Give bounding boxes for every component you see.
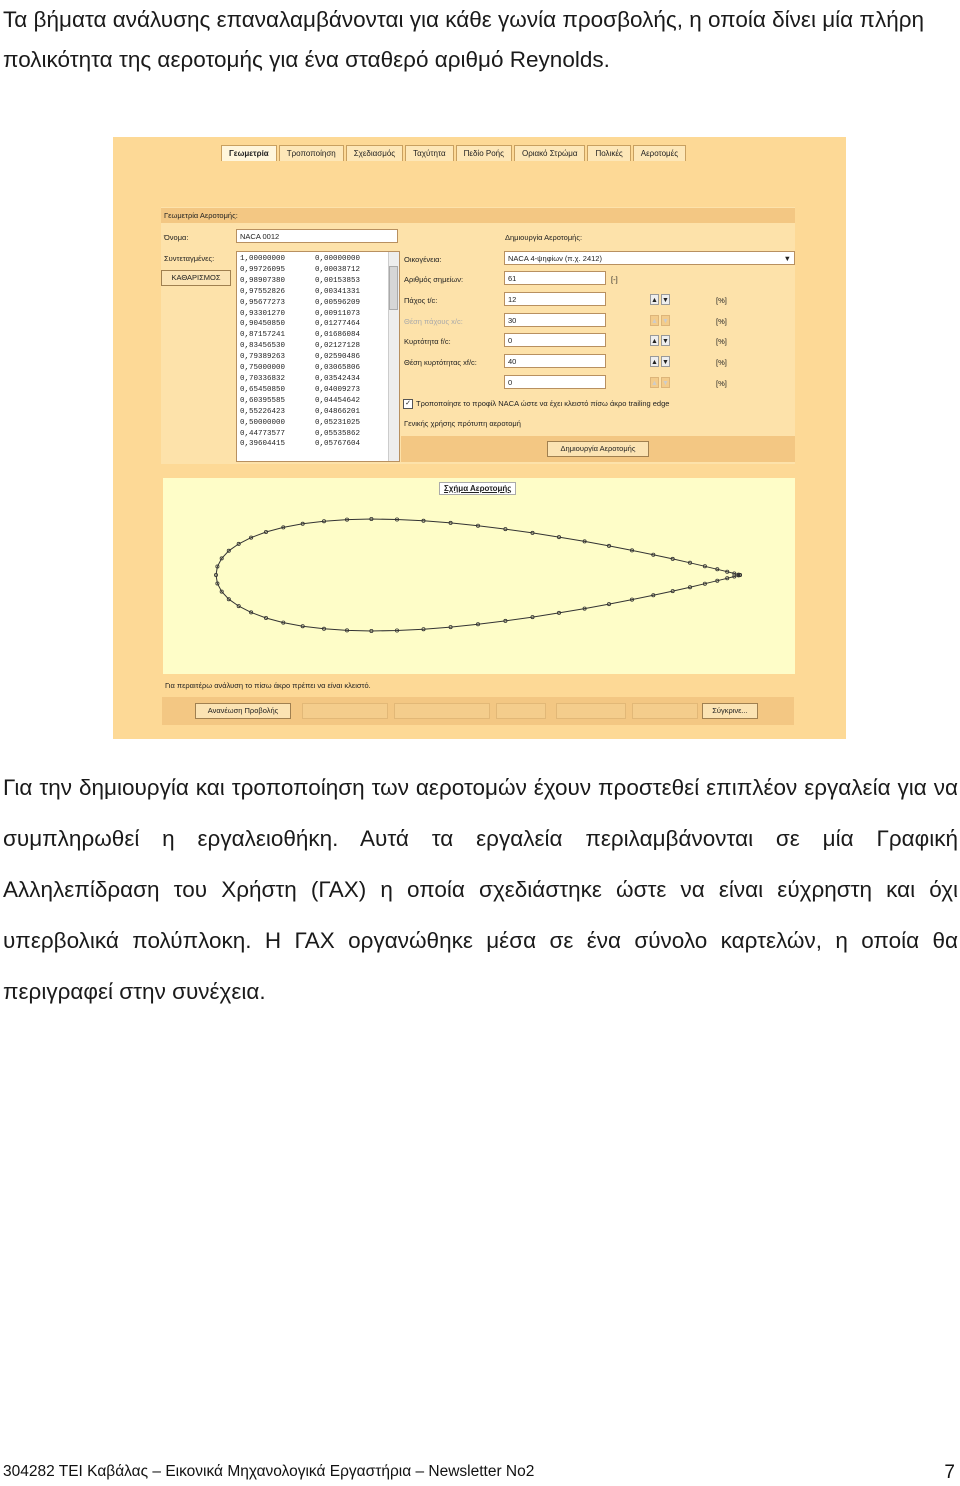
page-number: 7 bbox=[944, 1462, 955, 1483]
coordinate-row bbox=[240, 363, 399, 374]
coordinate-row bbox=[240, 429, 399, 440]
coordinate-row bbox=[240, 287, 399, 298]
family-label: Οικογένεια: bbox=[404, 255, 442, 264]
airfoil-outline bbox=[216, 519, 740, 631]
tab-3[interactable]: Σχεδιασμός bbox=[346, 145, 403, 161]
tab-bar bbox=[221, 145, 686, 161]
coordinate-y: 0,05535862 bbox=[315, 429, 361, 438]
coordinate-y: 0,04866201 bbox=[315, 407, 361, 416]
coordinate-x: 0,55226423 bbox=[240, 407, 286, 416]
footer-text: 304282 ΤΕΙ Καβάλας – Εικονικά Μηχανολογικά Εργαστήρια – Newsletter No2 bbox=[3, 1463, 535, 1480]
thickness-unit: [%] bbox=[716, 296, 727, 305]
coordinate-x: 0,93301270 bbox=[240, 309, 286, 318]
coordinate-x: 0,50000000 bbox=[240, 418, 286, 427]
coordinate-y: 0,00596209 bbox=[315, 298, 361, 307]
create-airfoil-button[interactable]: Δημιουργία Αεροτομής bbox=[547, 441, 649, 457]
extra-up-icon[interactable]: ▲ bbox=[650, 377, 659, 388]
coordinate-x: 0,83456530 bbox=[240, 342, 286, 351]
thickness-label: Πάχος t/c: bbox=[404, 296, 438, 305]
closed-te-label: Τροποποίησε το προφίλ NACA ώστε να έχει κλειστό πίσω άκρο trailing edge bbox=[416, 399, 670, 408]
coordinate-y: 0,02127128 bbox=[315, 342, 361, 351]
thickness-down-icon[interactable]: ▼ bbox=[661, 294, 670, 305]
coordinate-row bbox=[240, 407, 399, 418]
extra-field[interactable]: 0 bbox=[504, 375, 606, 389]
coordinate-row bbox=[240, 254, 399, 265]
tab-5[interactable]: Πεδίο Ροής bbox=[456, 145, 512, 161]
bottom-button-2[interactable] bbox=[302, 703, 388, 719]
name-field[interactable]: NACA 0012 bbox=[236, 229, 398, 243]
coordinate-x: 0,97552826 bbox=[240, 287, 286, 296]
clear-button[interactable]: ΚΑΘΑΡΙΣΜΟΣ bbox=[161, 270, 231, 286]
extra-down-icon[interactable]: ▼ bbox=[661, 377, 670, 388]
coordinate-y: 0,04454642 bbox=[315, 396, 361, 405]
coordinate-x: 0,70336832 bbox=[240, 374, 286, 383]
coordinate-x: 0,39604415 bbox=[240, 440, 286, 449]
family-value: NACA 4-ψηφίων (π.χ. 2412) bbox=[508, 254, 602, 263]
coordinate-y: 0,01686084 bbox=[315, 331, 361, 340]
coordinate-y: 0,05767604 bbox=[315, 440, 361, 449]
coordinate-x: 0,90450850 bbox=[240, 320, 286, 329]
coordinate-y: 0,00153853 bbox=[315, 276, 361, 285]
camber-position-down-icon[interactable]: ▼ bbox=[661, 356, 670, 367]
points-label: Αριθμός σημείων: bbox=[404, 275, 464, 284]
tab-1[interactable]: Γεωμετρία bbox=[221, 145, 277, 161]
tab-8[interactable]: Αεροτομές bbox=[633, 145, 686, 161]
app-screenshot bbox=[113, 137, 846, 739]
coordinate-y: 0,04009273 bbox=[315, 385, 361, 394]
airfoil-shape-panel bbox=[163, 478, 795, 674]
points-field[interactable]: 61 bbox=[504, 271, 606, 285]
coordinate-row bbox=[240, 276, 399, 287]
coordinate-row bbox=[240, 298, 399, 309]
thickness-up-icon[interactable]: ▲ bbox=[650, 294, 659, 305]
shape-title: Σχήμα Αεροτομής bbox=[439, 482, 516, 495]
intro-paragraph: Τα βήματα ανάλυσης επαναλαμβάνονται για κάθε γωνία προσβολής, η οποία δίνει μία πλήρη πολικότητα της αεροτομής για ένα σταθερό αριθμό Reynolds. bbox=[3, 7, 925, 72]
bottom-button-1[interactable]: Ανανέωση Προβολής bbox=[195, 703, 291, 719]
airfoil-points bbox=[214, 517, 741, 632]
coordinate-y: 0,00038712 bbox=[315, 265, 361, 274]
camber-position-up-icon[interactable]: ▲ bbox=[650, 356, 659, 367]
thickness-field[interactable]: 12 bbox=[504, 292, 606, 306]
coordinate-x: 0,65450850 bbox=[240, 385, 286, 394]
geometry-header-bar bbox=[161, 208, 795, 223]
bottom-button-3[interactable] bbox=[394, 703, 490, 719]
name-label: Όνομα: bbox=[164, 233, 189, 242]
thickness-position-label: Θέση πάχους x/c: bbox=[404, 317, 463, 326]
coordinate-row bbox=[240, 352, 399, 363]
thickness-position-unit: [%] bbox=[716, 317, 727, 326]
coordinate-row bbox=[240, 385, 399, 396]
thickness-position-up-icon[interactable]: ▲ bbox=[650, 315, 659, 326]
coordinate-y: 0,05231025 bbox=[315, 418, 361, 427]
coordinate-y: 0,03542434 bbox=[315, 374, 361, 383]
camber-label: Κυρτότητα f/c: bbox=[404, 337, 451, 346]
geometry-header: Γεωμετρία Αεροτομής: bbox=[164, 211, 238, 220]
coordinate-x: 0,44773577 bbox=[240, 429, 286, 438]
bottom-button-5[interactable] bbox=[556, 703, 626, 719]
coordinate-x: 0,98907380 bbox=[240, 276, 286, 285]
scroll-thumb[interactable] bbox=[389, 266, 398, 310]
bottom-button-6[interactable] bbox=[632, 703, 698, 719]
coordinate-x: 0,99726095 bbox=[240, 265, 286, 274]
tab-6[interactable]: Οριακό Στρώμα bbox=[514, 145, 586, 161]
coordinate-x: 0,95677273 bbox=[240, 298, 286, 307]
coordinate-row bbox=[240, 319, 399, 330]
coordinate-y: 0,00341331 bbox=[315, 287, 361, 296]
camber-position-label: Θέση κυρτότητας xf/c: bbox=[404, 358, 477, 367]
coordinates-scrollbar[interactable] bbox=[388, 252, 399, 461]
tab-4[interactable]: Ταχύτητα bbox=[405, 145, 454, 161]
coordinate-row bbox=[240, 341, 399, 352]
tab-2[interactable]: Τροποποίηση bbox=[279, 145, 344, 161]
closed-te-checkbox[interactable]: ✓ bbox=[403, 399, 413, 409]
coordinate-y: 0,03065806 bbox=[315, 364, 361, 373]
bottom-button-bar bbox=[162, 697, 794, 725]
coordinate-y: 0,02590486 bbox=[315, 353, 361, 362]
coordinate-x: 0,87157241 bbox=[240, 331, 286, 340]
camber-unit: [%] bbox=[716, 337, 727, 346]
coordinate-y: 0,01277464 bbox=[315, 320, 361, 329]
camber-field[interactable]: 0 bbox=[504, 333, 606, 347]
general-label: Γενικής χρήσης πρότυπη αεροτομή bbox=[404, 419, 521, 428]
bottom-note: Για περαιτέρω ανάλυση το πίσω άκρο πρέπει να είναι κλειστό. bbox=[165, 681, 371, 690]
coordinate-y: 0,00000000 bbox=[315, 255, 361, 263]
chevron-down-icon: ▼ bbox=[783, 254, 791, 263]
points-unit: [-] bbox=[611, 275, 618, 284]
airfoil-plot bbox=[163, 478, 795, 674]
coordinates-label: Συντεταγμένες: bbox=[164, 254, 215, 263]
bottom-button-4[interactable] bbox=[496, 703, 546, 719]
bottom-button-7[interactable]: Σύγκρινε... bbox=[702, 703, 758, 719]
camber-down-icon[interactable]: ▼ bbox=[661, 335, 670, 346]
coordinate-row bbox=[240, 309, 399, 320]
coordinate-row bbox=[240, 330, 399, 341]
coordinate-x: 0,75000000 bbox=[240, 364, 286, 373]
thickness-position-field[interactable]: 30 bbox=[504, 313, 606, 327]
coordinate-x: 1,00000000 bbox=[240, 255, 286, 263]
create-header: Δημιουργία Αεροτομής: bbox=[505, 233, 583, 242]
coordinates-rows bbox=[240, 254, 399, 450]
coordinate-row bbox=[240, 418, 399, 429]
coordinate-row bbox=[240, 396, 399, 407]
coordinate-row bbox=[240, 265, 399, 276]
camber-position-unit: [%] bbox=[716, 358, 727, 367]
thickness-position-down-icon[interactable]: ▼ bbox=[661, 315, 670, 326]
family-select[interactable] bbox=[504, 251, 795, 265]
coordinate-x: 0,79389263 bbox=[240, 353, 286, 362]
coordinate-x: 0,60395585 bbox=[240, 396, 286, 405]
coordinates-list[interactable] bbox=[236, 251, 400, 462]
body-paragraph: Για την δημιουργία και τροποποίηση των αεροτομών έχουν προστεθεί επιπλέον εργαλεία για να συμπληρωθεί η εργαλειοθήκη. Αυτά τα εργαλεία περιλαμβάνονται σε μία Γραφική Αλληλεπίδραση του Χρήστη (ΓΑΧ) η οποία σχεδιάστηκε ώστε να είναι εύχρηστη και όχι υπερβολικά πολύπλοκη. Η ΓΑΧ οργανώθηκε μέσα σε ένα σύνολο καρτελών, η οποία θα περιγραφεί στην συνέχεια. bbox=[3, 775, 958, 1004]
coordinate-row bbox=[240, 374, 399, 385]
camber-position-field[interactable]: 40 bbox=[504, 354, 606, 368]
extra-unit: [%] bbox=[716, 379, 727, 388]
coordinate-y: 0,00911073 bbox=[315, 309, 361, 318]
coordinate-row bbox=[240, 439, 399, 450]
camber-up-icon[interactable]: ▲ bbox=[650, 335, 659, 346]
tab-7[interactable]: Πολικές bbox=[587, 145, 630, 161]
